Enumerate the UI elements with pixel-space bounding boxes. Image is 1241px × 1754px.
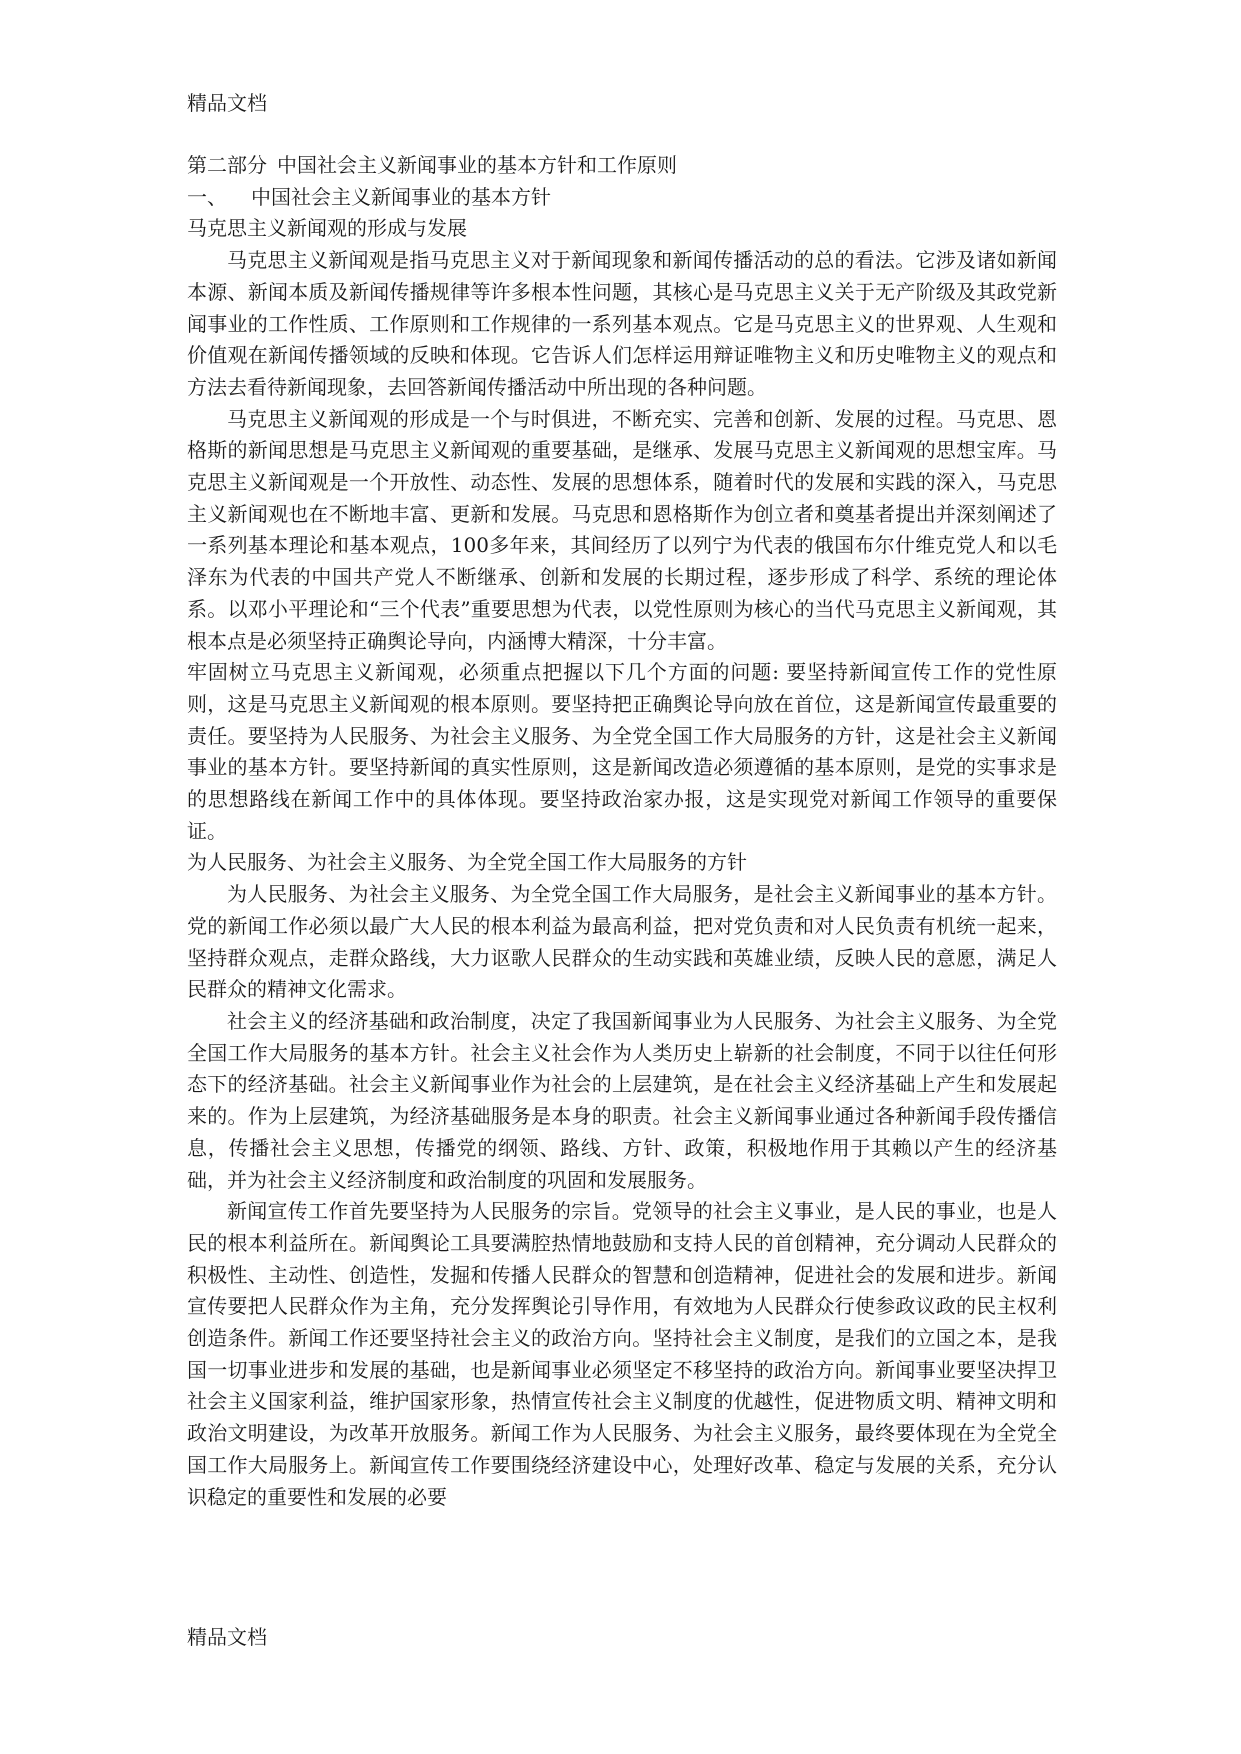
paragraph-definition: 马克思主义新闻观是指马克思主义对于新闻现象和新闻传播活动的总的看法。它涉及诸如新闻本源、新闻本质及新闻传播规律等许多根本性问题，其核心是马克思主义关于无产阶级及其政党新闻事业的工作性质、工作原则和工作规律的一系列基本观点。它是马克思主义的世界观、人生观和价值观在新闻传播领域的反映和体现。它告诉人们怎样运用辩证唯物主义和历史唯物主义的观点和方法去看待新闻现象，去回答新闻传播活动中所出现的各种问题。	[187, 248, 1057, 399]
paragraph-serve-people: 新闻宣传工作首先要坚持为人民服务的宗旨。党领导的社会主义事业，是人民的事业，也是人民的根本利益所在。新闻舆论工具要满腔热情地鼓励和支持人民的首创精神，充分调动人民群众的积极性、主动性、创造性，发掘和传播人民群众的智慧和创造精神，促进社会的发展和进步。新闻宣传要把人民群众作为主角，充分发挥舆论引导作用，有效地为人民群众行使参政议政的民主权利创造条件。新闻工作还要坚持社会主义的政治方向。坚持社会主义制度，是我们的立国之本，是我国一切事业进步和发展的基础，也是新闻事业必须坚定不移坚持的政治方向。新闻事业要坚决捍卫社会主义国家利益，维护国家形象，热情宣传社会主义制度的优越性，促进物质文明、精神文明和政治文明建设，为改革开放服务。新闻工作为人民服务、为社会主义服务，最终要体现在为全党全国工作大局服务上。新闻宣传工作要围绕经济建设中心，处理好改革、稳定与发展的关系，充分认识稳定的重要性和发展的必要	[187, 1199, 1057, 1509]
document-body	[187, 150, 1057, 1513]
part-title	[187, 150, 1057, 182]
page-header: 精品文档	[187, 91, 267, 115]
paragraph-basic-policy: 为人民服务、为社会主义服务、为全党全国工作大局服务，是社会主义新闻事业的基本方针。党的新闻工作必须以最广大人民的根本利益为最高利益，把对党负责和对人民负责有机统一起来，坚持群众观点，走群众路线，大力讴歌人民群众的生动实践和英雄业绩，反映人民的意愿，满足人民群众的精神文化需求。	[187, 882, 1057, 1002]
part-title-label: 第二部分	[187, 153, 267, 177]
subheading-marxist-news-view: 马克思主义新闻观的形成与发展	[187, 216, 467, 241]
subheading-service-policy: 为人民服务、为社会主义服务、为全党全国工作大局服务的方针	[187, 850, 747, 875]
page-footer: 精品文档	[187, 1625, 267, 1649]
section-heading	[187, 182, 1057, 214]
section-number: 一、	[187, 184, 227, 209]
paragraph-economic-basis: 社会主义的经济基础和政治制度，决定了我国新闻事业为人民服务、为社会主义服务、为全党全国工作大局服务的基本方针。社会主义社会作为人类历史上崭新的社会制度，不同于以往任何形态下的经济基础。社会主义新闻事业作为社会的上层建筑，是在社会主义经济基础上产生和发展起来的。作为上层建筑，为经济基础服务是本身的职责。社会主义新闻事业通过各种新闻手段传播信息，传播社会主义思想，传播党的纲领、路线、方针、政策，积极地作用于其赖以产生的经济基础，并为社会主义经济制度和政治制度的巩固和发展服务。	[187, 1008, 1057, 1192]
paragraph-key-points: 牢固树立马克思主义新闻观，必须重点把握以下几个方面的问题: 要坚持新闻宣传工作的党性原则，这是马克思主义新闻观的根本原则。要坚持把正确舆论导向放在首位，这是新闻宣传最重要的责任。要坚持为人民服务、为社会主义服务、为全党全国工作大局服务的方针，这是社会主义新闻事业的基本方针。要坚持新闻的真实性原则，这是新闻改造必须遵循的基本原则，是党的实事求是的思想路线在新闻工作中的具体体现。要坚持政治家办报，这是实现党对新闻工作领导的重要保证。	[187, 660, 1057, 843]
section-title: 中国社会主义新闻事业的基本方针	[251, 184, 551, 209]
part-title-text: 中国社会主义新闻事业的基本方针和工作原则	[277, 153, 677, 177]
paragraph-formation: 马克思主义新闻观的形成是一个与时俱进，不断充实、完善和创新、发展的过程。马克思、恩格斯的新闻思想是马克思主义新闻观的重要基础，是继承、发展马克思主义新闻观的思想宝库。马克思主义新闻观是一个开放性、动态性、发展的思想体系，随着时代的发展和实践的深入，马克思主义新闻观也在不断地丰富、更新和发展。马克思和恩格斯作为创立者和奠基者提出并深刻阐述了一系列基本理论和基本观点，100多年来，其间经历了以列宁为代表的俄国布尔什维克党人和以毛泽东为代表的中国共产党人不断继承、创新和发展的长期过程，逐步形成了科学、系统的理论体系。以邓小平理论和“三个代表”重要思想为代表，以党性原则为核心的当代马克思主义新闻观，其根本点是必须坚持正确舆论导向，内涵博大精深，十分丰富。	[187, 406, 1057, 653]
